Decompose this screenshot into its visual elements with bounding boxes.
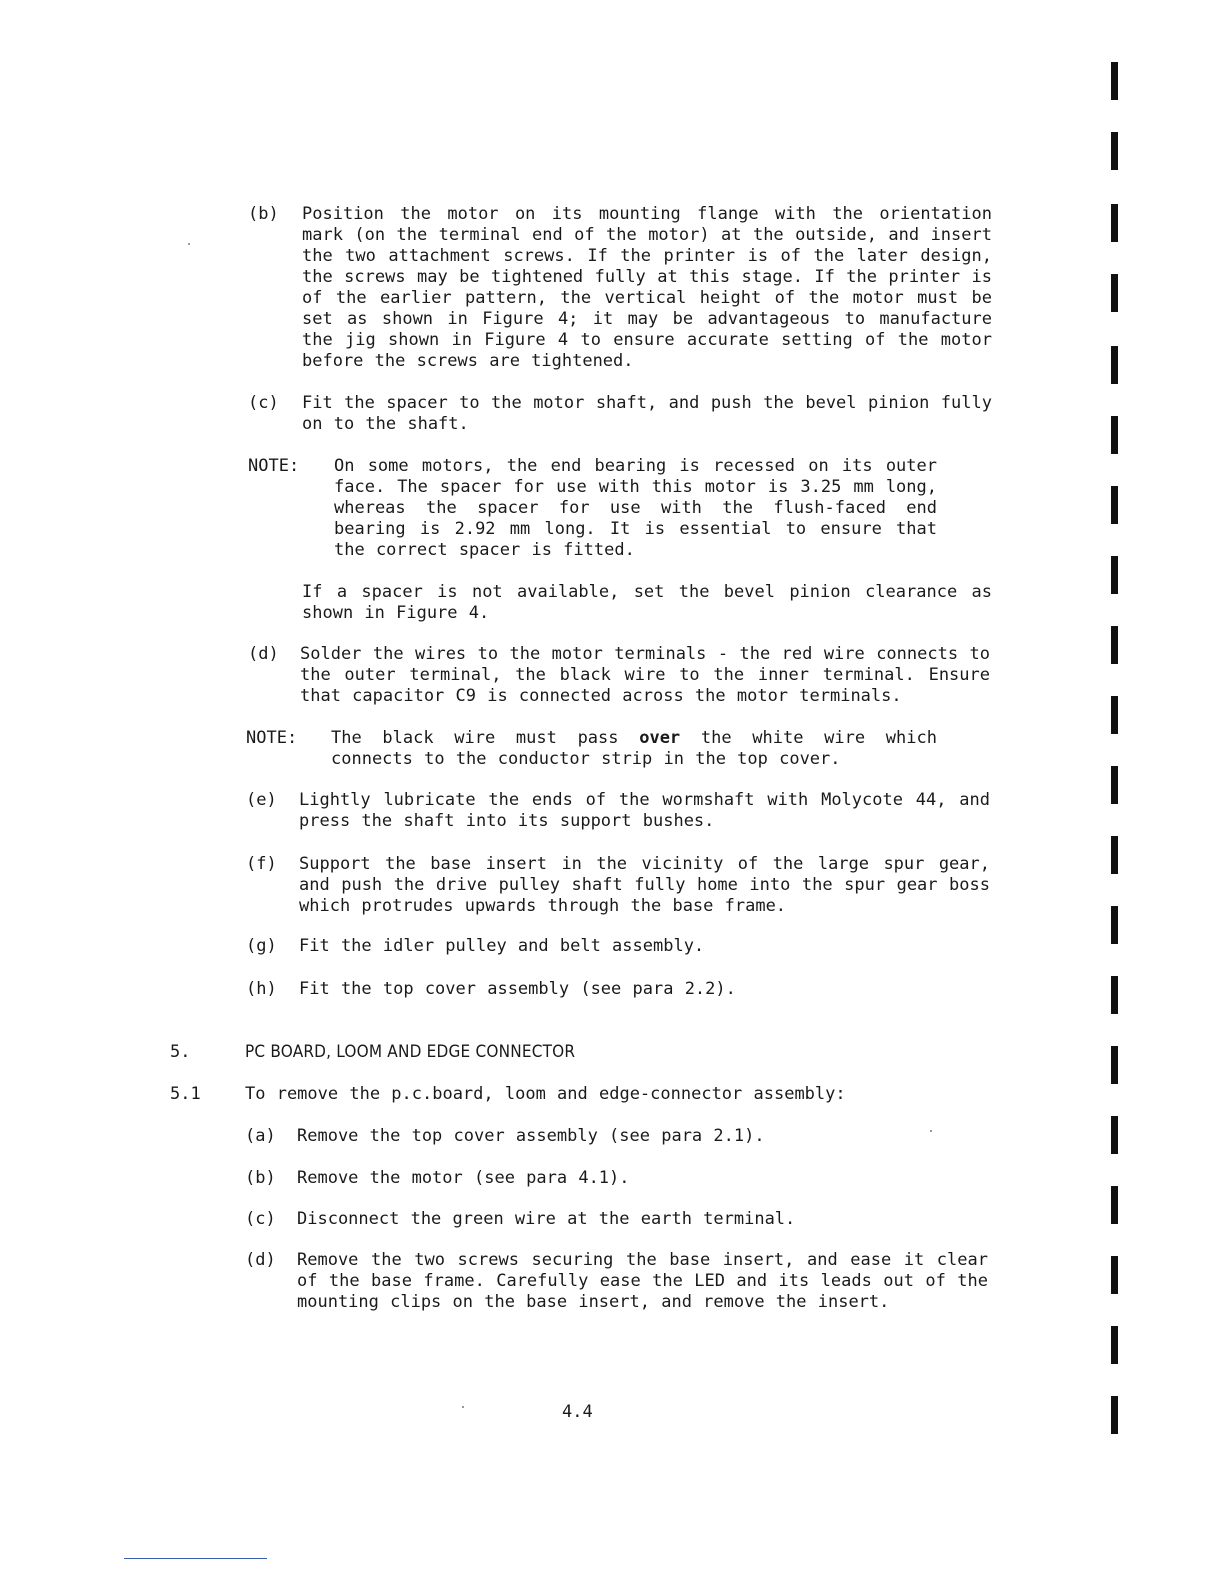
note-text-2-emphasis: over: [639, 728, 681, 748]
change-bar: [1111, 906, 1118, 944]
item-label-d: (d): [248, 644, 279, 664]
s5-item-label-c: (c): [245, 1209, 276, 1229]
note-label-2: NOTE:: [246, 728, 298, 748]
item-label-e: (e): [246, 790, 277, 810]
scan-speck: [462, 1406, 464, 1408]
s5-item-label-b: (b): [245, 1168, 276, 1188]
item-text-g: Fit the idler pulley and belt assembly.: [299, 936, 705, 956]
note-text-2: [331, 728, 937, 770]
item-text-h: Fit the top cover assembly (see para 2.2).: [299, 979, 736, 999]
note-text-2-before: The black wire must pass: [331, 728, 619, 748]
change-bar: [1111, 1116, 1118, 1154]
item-label-c: (c): [248, 393, 279, 413]
item-text-b: Position the motor on its mounting flange with the orientation mark (on the terminal end of the motor) at the outside, and insert the two attachment screws. If the printer is of the later design, the screws may be tightened fully at this stage. If the printer is of the earlier pattern, the vertical height of the motor must be set as shown in Figure 4; it may be advantageous to manufacture the jig shown in Figure 4 to ensure accurate setting of the motor before the screws are tightened.: [302, 204, 992, 371]
item-label-h: (h): [246, 979, 277, 999]
scan-speck: [188, 243, 190, 245]
change-bar: [1111, 626, 1118, 664]
subsection-number: 5.1: [170, 1084, 201, 1104]
change-bar: [1111, 556, 1118, 594]
section-title: PC BOARD, LOOM AND EDGE CONNECTOR: [245, 1042, 576, 1062]
change-bar: [1111, 132, 1118, 170]
scan-speck: [930, 1130, 932, 1132]
change-bar: [1111, 346, 1118, 384]
s5-item-text-b: Remove the motor (see para 4.1).: [297, 1168, 630, 1188]
s5-item-text-c: Disconnect the green wire at the earth terminal.: [297, 1209, 796, 1229]
item-label-g: (g): [246, 936, 277, 956]
item-text-c: Fit the spacer to the motor shaft, and push the bevel pinion fully on to the shaft.: [302, 393, 992, 434]
page-number: 4.4: [562, 1402, 593, 1422]
s5-item-text-a: Remove the top cover assembly (see para 2.1).: [297, 1126, 765, 1146]
s5-item-text-d: Remove the two screws securing the base insert, and ease it clear of the base frame. Carefully ease the LED and its leads out of the mounting clips on the base insert, and remove the insert.: [297, 1250, 988, 1312]
change-bar: [1111, 416, 1118, 454]
change-bar: [1111, 1256, 1118, 1294]
section-number: 5.: [170, 1042, 191, 1062]
spacer-note: If a spacer is not available, set the bevel pinion clearance as shown in Figure 4.: [302, 582, 992, 623]
change-bar: [1111, 1186, 1118, 1224]
s5-item-label-d: (d): [245, 1250, 276, 1270]
change-bar: [1111, 766, 1118, 804]
note-text-2-after: the white wire which connects to the conductor strip in the top cover.: [331, 728, 937, 769]
footer-rule: [124, 1558, 267, 1559]
change-bar: [1111, 836, 1118, 874]
change-bar: [1111, 1396, 1118, 1434]
change-bar: [1111, 1326, 1118, 1364]
s5-item-label-a: (a): [245, 1126, 276, 1146]
change-bar: [1111, 1046, 1118, 1084]
change-bar: [1111, 274, 1118, 312]
change-bar: [1111, 976, 1118, 1014]
change-bar: [1111, 62, 1118, 100]
item-text-d: Solder the wires to the motor terminals - the red wire connects to the outer terminal, the black wire to the inner terminal. Ensure that capacitor C9 is connected across the motor terminals.: [300, 644, 990, 706]
change-bar: [1111, 696, 1118, 734]
note-text-1: On some motors, the end bearing is recessed on its outer face. The spacer for use with this motor is 3.25 mm long, whereas the spacer for use with the flush-faced end bearing is 2.92 mm long. It is essential to ensure that the correct spacer is fitted.: [334, 456, 937, 560]
change-bar: [1111, 486, 1118, 524]
change-bar: [1111, 204, 1118, 242]
note-label-1: NOTE:: [248, 456, 300, 476]
item-label-f: (f): [246, 854, 277, 874]
subsection-intro: To remove the p.c.board, loom and edge-connector assembly:: [245, 1084, 846, 1104]
item-label-b: (b): [248, 204, 279, 224]
item-text-e: Lightly lubricate the ends of the wormshaft with Molycote 44, and press the shaft into its support bushes.: [299, 790, 990, 831]
item-text-f: Support the base insert in the vicinity of the large spur gear, and push the drive pulley shaft fully home into the spur gear boss which protrudes upwards through the base frame.: [299, 854, 990, 916]
